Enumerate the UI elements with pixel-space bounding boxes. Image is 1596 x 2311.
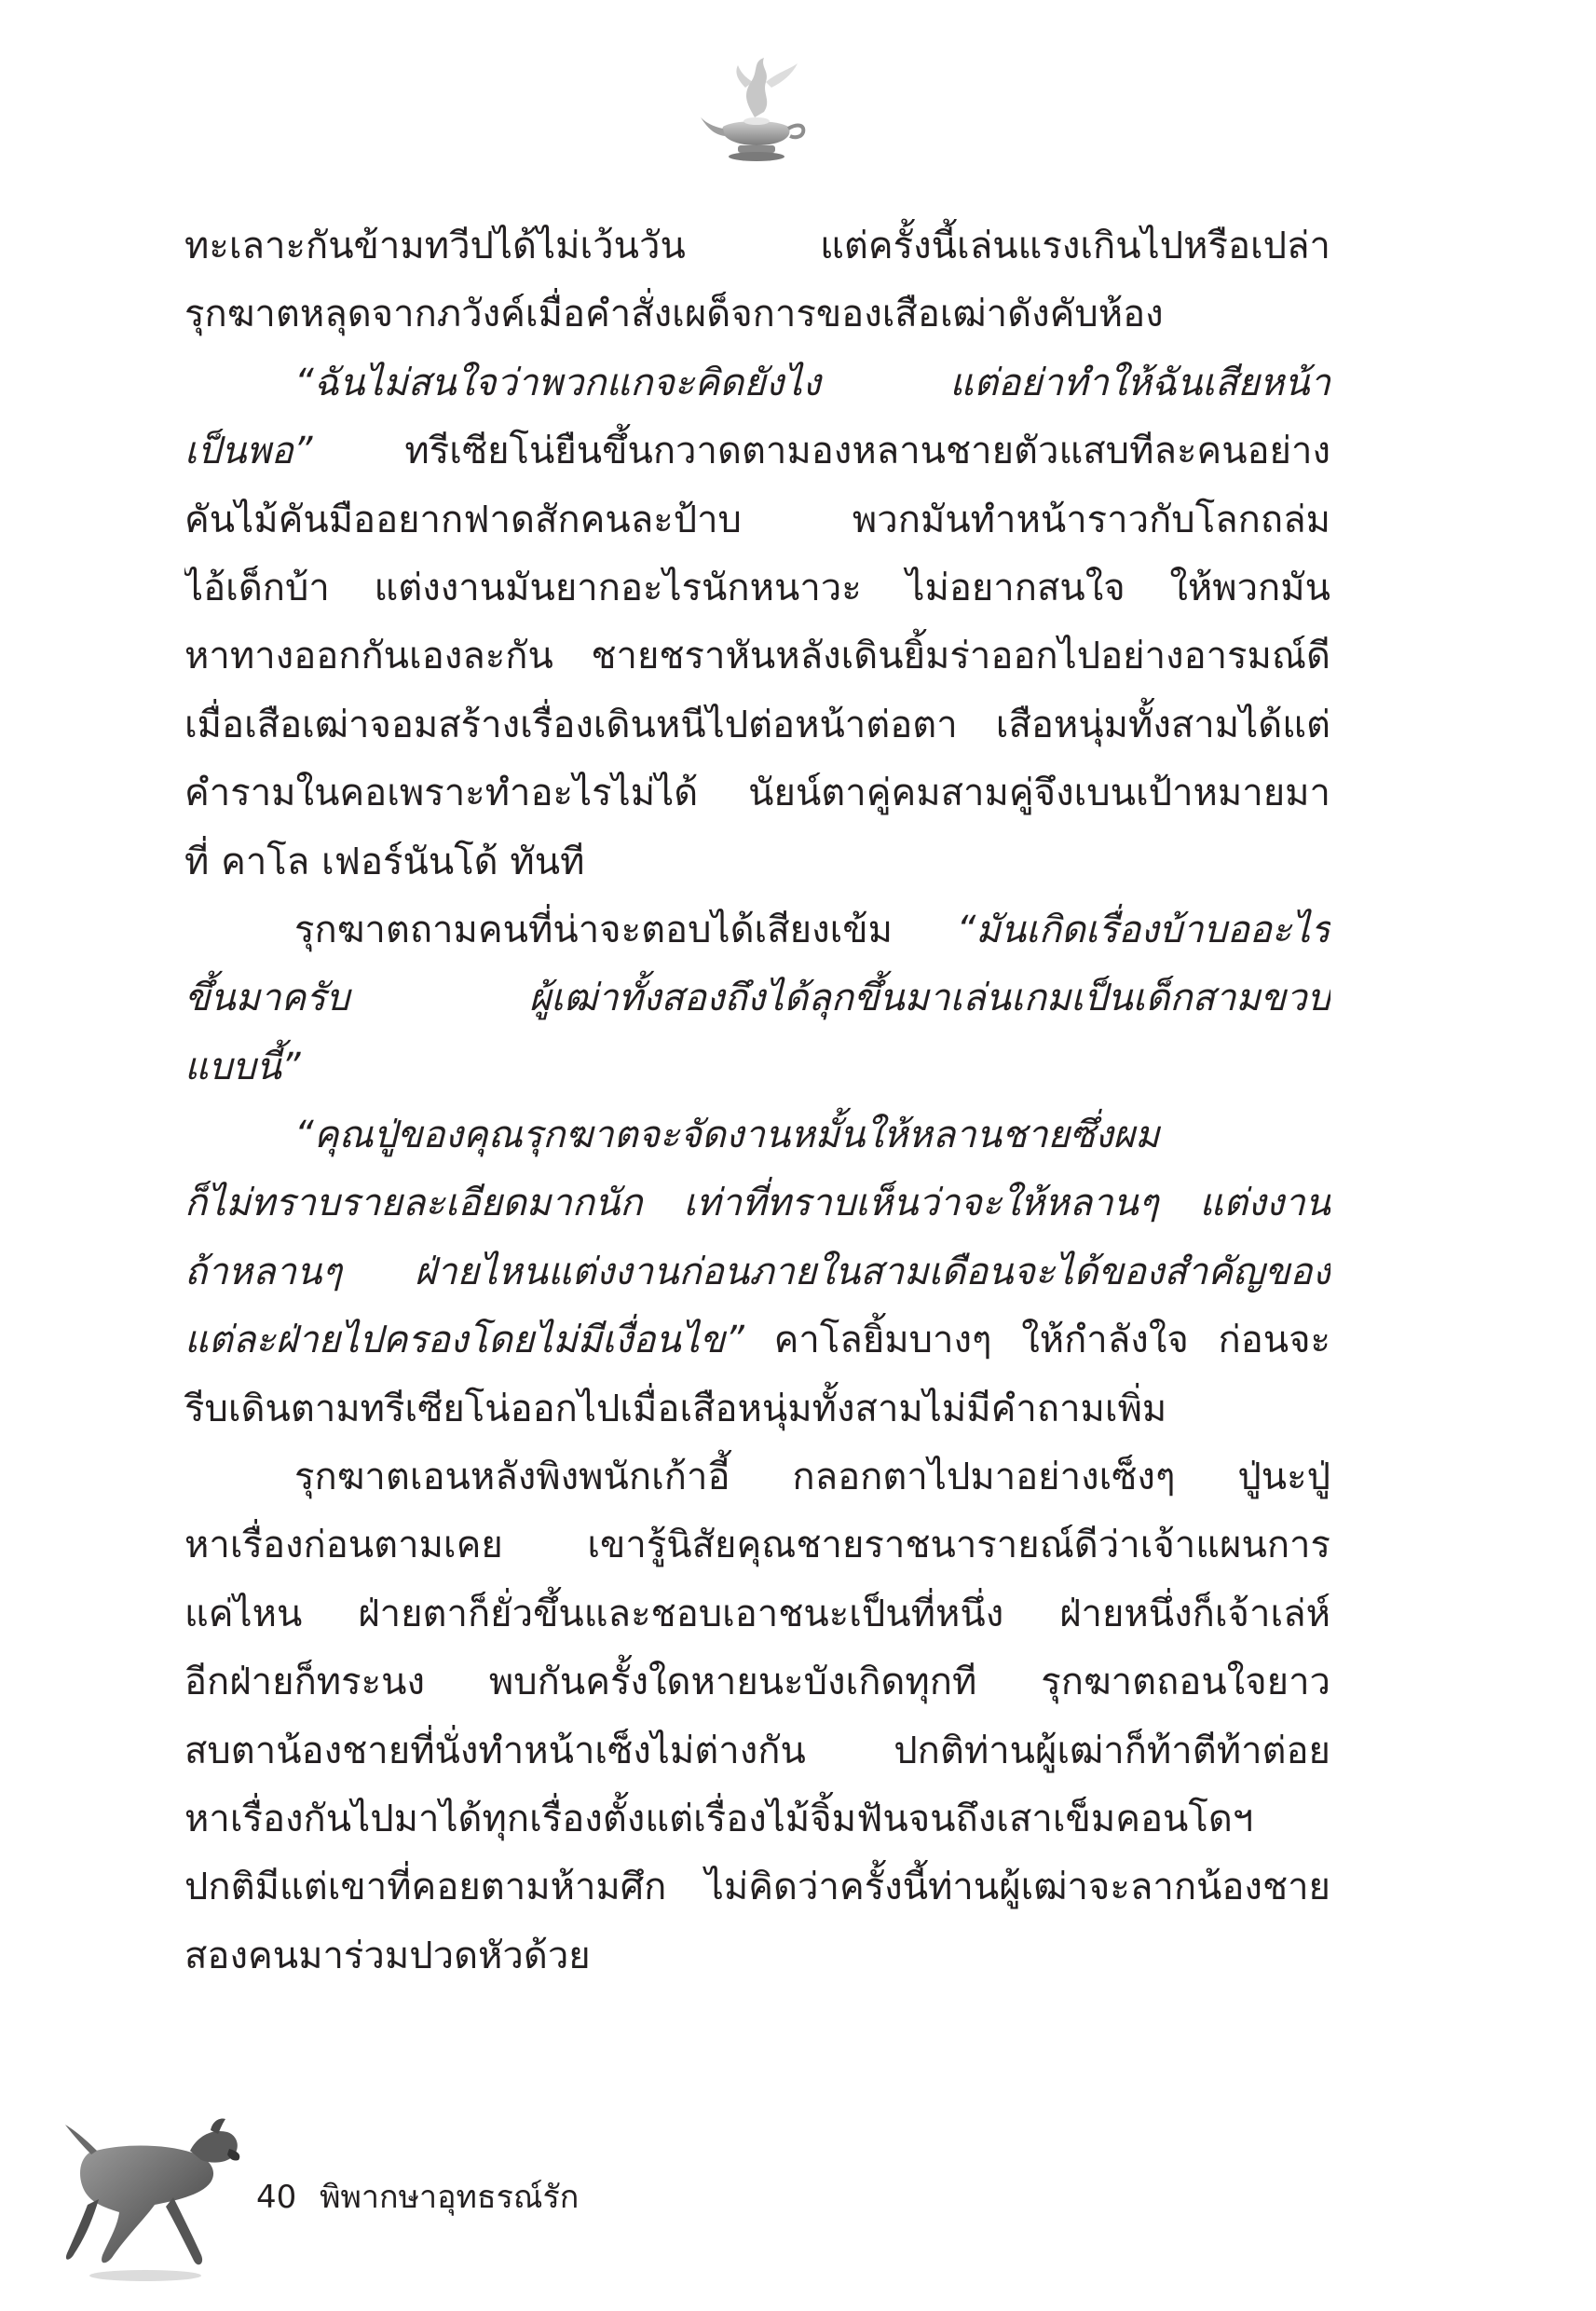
footer-text xyxy=(256,2171,592,2222)
text-line xyxy=(184,691,1330,759)
text-segment: รุกฆาตหลุดจากภวังค์เมื่อคำสั่งเผด็จการของเสือเฒ่าดังคับห้อง xyxy=(184,293,1164,336)
text-segment: ทรีเซียโน่ยืนขึ้นกวาดตามองหลานชายตัวแสบทีละคนอย่าง xyxy=(312,430,1330,473)
text-line xyxy=(184,212,1330,280)
text-line xyxy=(184,1717,1330,1785)
text-line xyxy=(184,1306,1330,1374)
text-line xyxy=(184,1169,1330,1238)
text-segment: ที่ คาโล เฟอร์นันโด้ ทันที xyxy=(184,840,585,883)
book-title: พิพากษาอุทธรณ์รัก xyxy=(320,2179,580,2216)
text-line xyxy=(184,964,1330,1032)
dog-illustration xyxy=(61,2115,248,2283)
page-footer xyxy=(0,2115,1596,2311)
text-segment: ทะเลาะกันข้ามทวีปได้ไม่เว้นวัน แต่ครั้งนี้เล่นแรงเกินไปหรือเปล่า xyxy=(184,225,1330,267)
text-segment: ขึ้นมาครับ ผู้เฒ่าทั้งสองถึงได้ลุกขึ้นมาเล่นเกมเป็นเด็กสามขวบ xyxy=(184,977,1330,1020)
body-text xyxy=(184,212,1330,1990)
text-segment: หาทางออกกันเองละกัน ชายชราหันหลังเดินยิ้มร่าออกไปอย่างอารมณ์ดี xyxy=(184,635,1330,678)
text-segment: คำรามในคอเพราะทำอะไรไม่ได้ นัยน์ตาคู่คมสามคู่จึงเบนเป้าหมายมา xyxy=(184,772,1330,815)
text-line xyxy=(184,349,1330,417)
text-segment: “ฉันไม่สนใจว่าพวกแกจะคิดยังไง แต่อย่าทำให้ฉันเสียหน้า xyxy=(294,361,1330,404)
text-line xyxy=(184,1033,1330,1101)
text-segment: แค่ไหน ฝ่ายตาก็ยั่วขึ้นและชอบเอาชนะเป็นที่หนึ่ง ฝ่ายหนึ่งก็เจ้าเล่ห์ xyxy=(184,1592,1330,1635)
text-segment: แต่ละฝ่ายไปครองโดยไม่มีเงื่อนไข” xyxy=(184,1319,744,1362)
text-segment: ก็ไม่ทราบรายละเอียดมากนัก เท่าที่ทราบเห็นว่าจะให้หลานๆ แต่งงาน xyxy=(184,1182,1330,1225)
text-line xyxy=(184,280,1330,349)
text-line xyxy=(184,1511,1330,1579)
text-segment: รุกฆาตเอนหลังพิงพนักเก้าอี้ กลอกตาไปมาอย่างเซ็งๆ ปู่นะปู่ xyxy=(294,1456,1330,1499)
text-segment: หาเรื่องก่อนตามเคย เขารู้นิสัยคุณชายราชนารายณ์ดีว่าเจ้าแผนการ xyxy=(184,1524,1330,1567)
text-segment: ปกติมีแต่เขาที่คอยตามห้ามศึก ไม่คิดว่าครั้งนี้ท่านผู้เฒ่าจะลากน้องชาย xyxy=(184,1866,1330,1909)
text-line xyxy=(184,554,1330,622)
text-segment: แบบนี้” xyxy=(184,1045,301,1088)
text-line xyxy=(184,896,1330,964)
text-line xyxy=(184,1922,1330,1990)
text-segment: เป็นพอ” xyxy=(184,430,313,473)
text-line xyxy=(184,622,1330,691)
text-line xyxy=(184,1648,1330,1716)
text-line xyxy=(184,417,1330,485)
text-segment: สบตาน้องชายที่นั่งทำหน้าเซ็งไม่ต่างกัน ปกติท่านผู้เฒ่าก็ท้าตีท้าต่อย xyxy=(184,1729,1330,1772)
text-segment: เมื่อเสือเฒ่าจอมสร้างเรื่องเดินหนีไปต่อหน้าต่อตา เสือหนุ่มทั้งสามได้แต่ xyxy=(184,703,1330,746)
text-line xyxy=(184,1443,1330,1511)
text-segment: รุกฆาตถามคนที่น่าจะตอบได้เสียงเข้ม xyxy=(294,908,957,951)
text-segment: สองคนมาร่วมปวดหัวด้วย xyxy=(184,1934,591,1977)
text-line xyxy=(184,1238,1330,1306)
text-segment: ถ้าหลานๆ ฝ่ายไหนแต่งงานก่อนภายในสามเดือนจะได้ของสำคัญของ xyxy=(184,1250,1330,1293)
text-segment: คันไม้คันมืออยากฟาดสักคนละป้าบ พวกมันทำหน้าราวกับโลกถล่ม xyxy=(184,498,1330,541)
text-segment: คาโลยิ้มบางๆ ให้กำลังใจ ก่อนจะ xyxy=(743,1319,1330,1362)
genie-lamp-icon xyxy=(697,54,818,166)
text-line xyxy=(184,759,1330,827)
text-line xyxy=(184,1101,1330,1169)
text-line xyxy=(184,828,1330,896)
text-segment: รีบเดินตามทรีเซียโน่ออกไปเมื่อเสือหนุ่มทั้งสามไม่มีคำถามเพิ่ม xyxy=(184,1387,1167,1430)
text-line xyxy=(184,1785,1330,1853)
page-number: 40 xyxy=(256,2179,297,2216)
text-line xyxy=(184,1853,1330,1921)
text-line xyxy=(184,1375,1330,1443)
text-segment: หาเรื่องกันไปมาได้ทุกเรื่องตั้งแต่เรื่องไม้จิ้มฟันจนถึงเสาเข็มคอนโดฯ xyxy=(184,1797,1254,1840)
text-segment: ไอ้เด็กบ้า แต่งงานมันยากอะไรนักหนาวะ ไม่อยากสนใจ ให้พวกมัน xyxy=(184,566,1330,609)
text-segment: “มันเกิดเรื่องบ้าบออะไร xyxy=(956,908,1330,951)
text-line xyxy=(184,486,1330,554)
text-segment: อีกฝ่ายก็ทระนง พบกันครั้งใดหายนะบังเกิดทุกที รุกฆาตถอนใจยาว xyxy=(184,1661,1330,1704)
text-line xyxy=(184,1580,1330,1648)
text-segment: “คุณปู่ของคุณรุกฆาตจะจัดงานหมั้นให้หลานชายซึ่งผม xyxy=(294,1114,1160,1157)
